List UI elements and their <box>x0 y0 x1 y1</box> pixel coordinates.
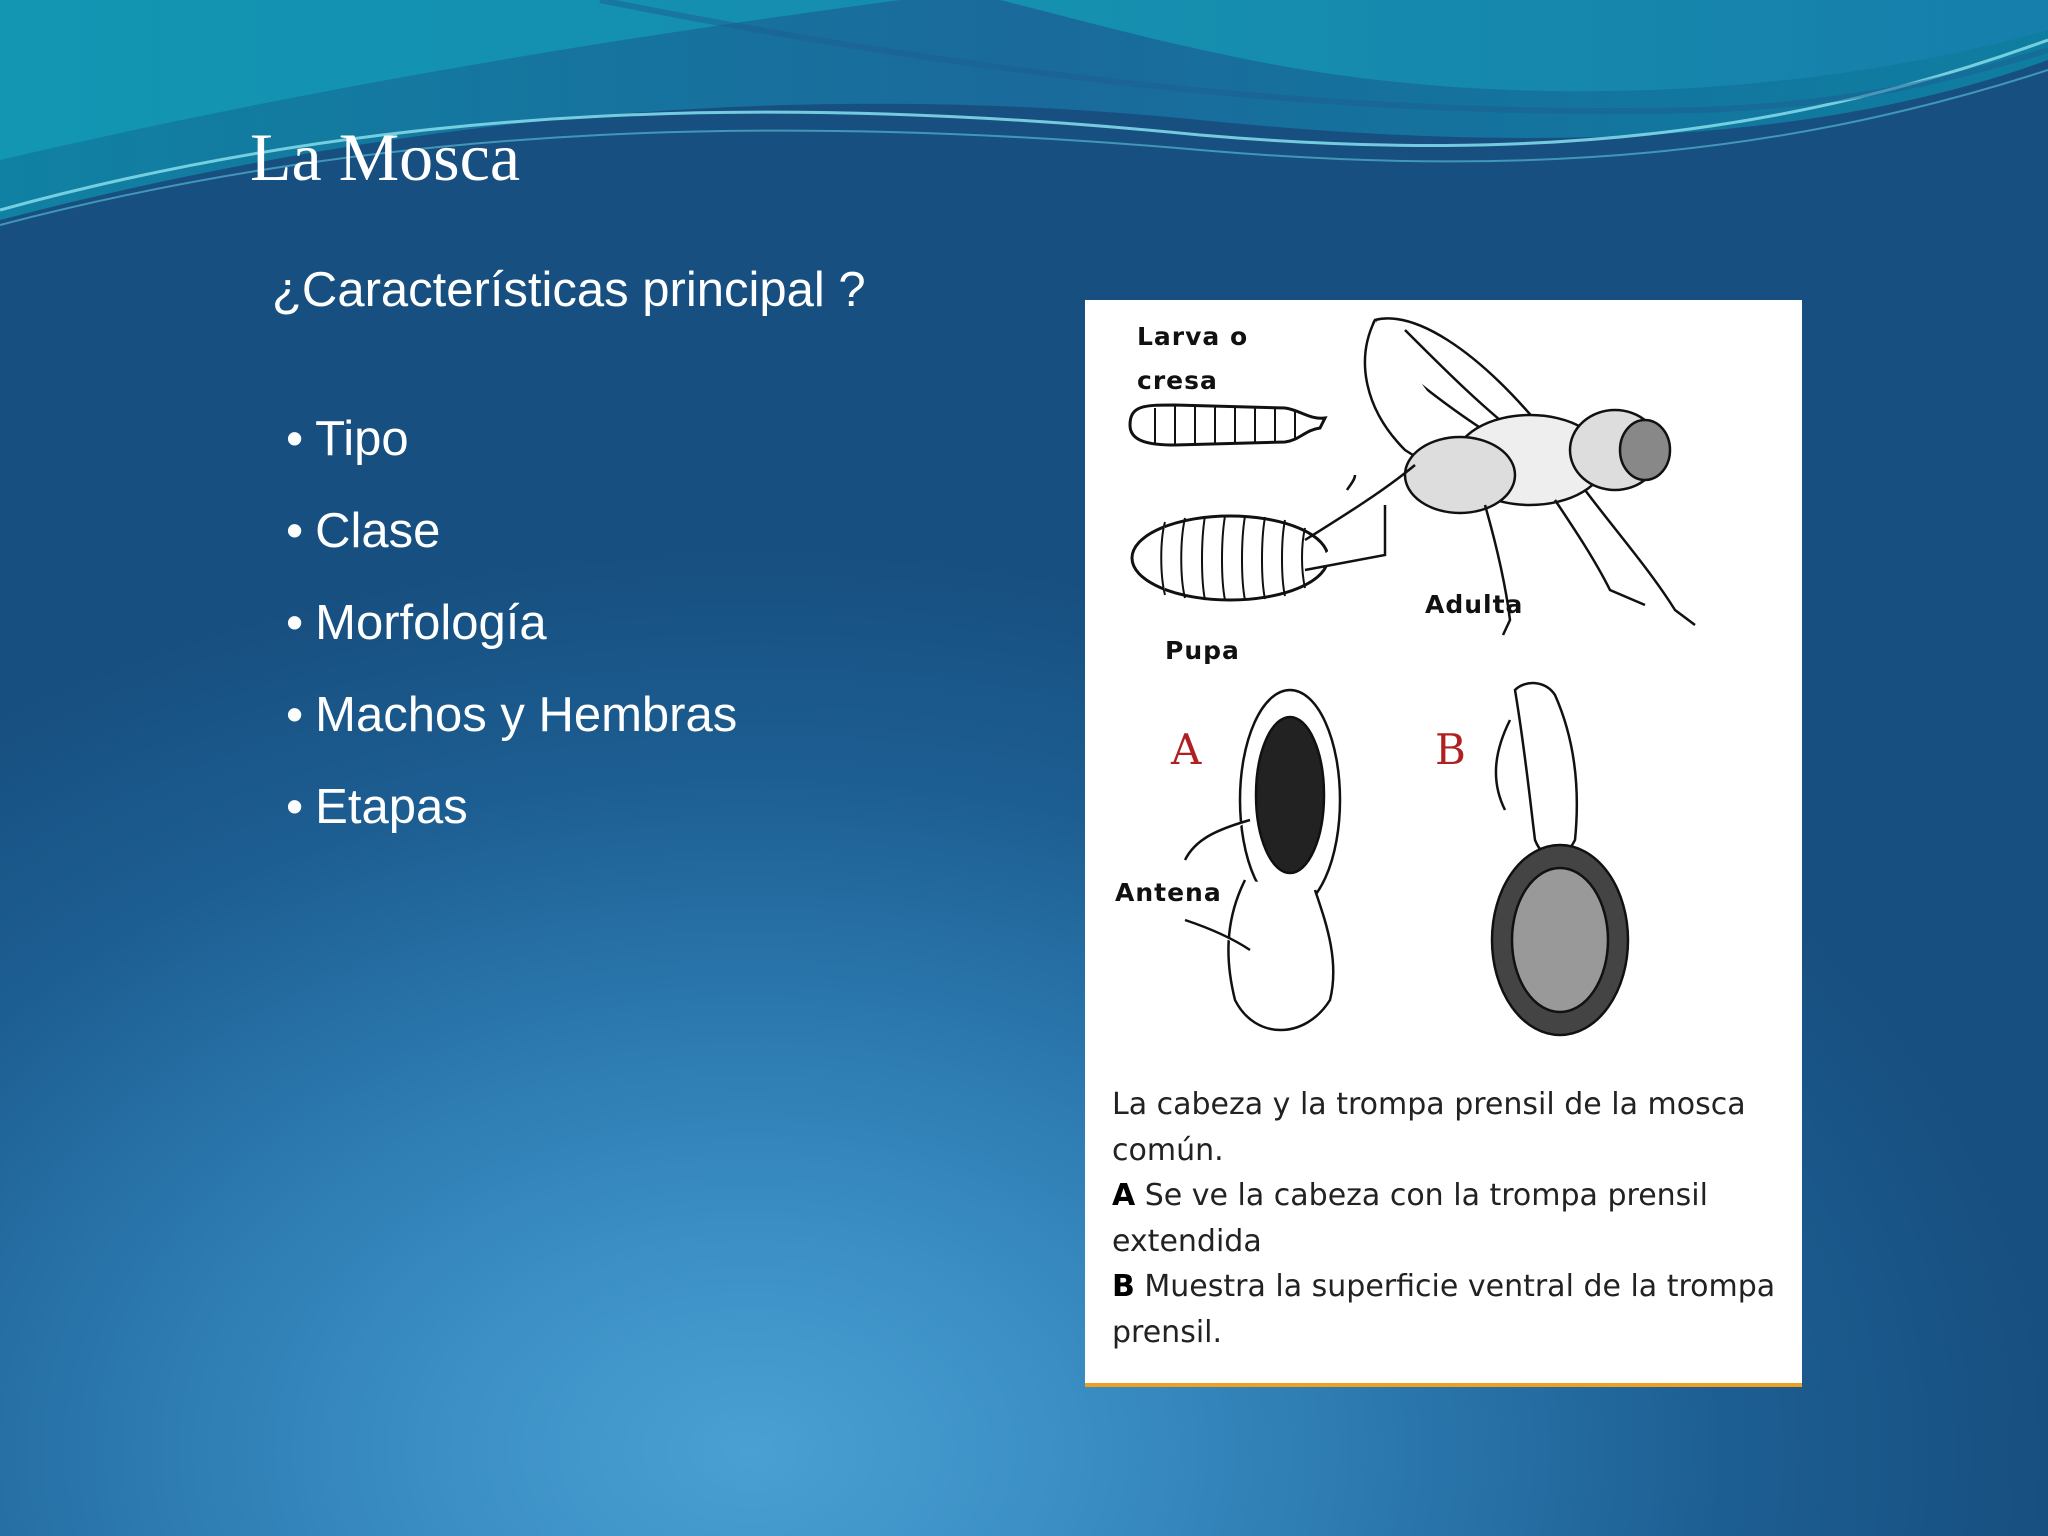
proboscis-b-drawing <box>1492 683 1628 1035</box>
slide-subtitle: ¿Características principal ? <box>272 263 866 317</box>
bullet-list <box>286 400 737 860</box>
label-b: B <box>1435 725 1466 774</box>
bullet-item <box>286 768 737 860</box>
label-pupa: Pupa <box>1165 636 1240 665</box>
label-a: A <box>1171 725 1202 774</box>
bullet-dot: • <box>286 504 304 558</box>
larva-drawing <box>1130 405 1325 445</box>
label-larva-line2: cresa <box>1137 366 1218 395</box>
caption-a-text: Se ve la cabeza con la trompa prensil extendida <box>1112 1178 1708 1259</box>
label-adulta: Adulta <box>1425 590 1524 619</box>
figure-caption <box>1112 1082 1792 1355</box>
bullet-item <box>286 492 737 584</box>
caption-b-key: B <box>1112 1269 1135 1304</box>
caption-line-a <box>1112 1173 1792 1264</box>
adult-fly-drawing <box>1305 318 1695 635</box>
bullet-item <box>286 584 737 676</box>
bullet-item <box>286 676 737 768</box>
bullet-text: Etapas <box>315 780 468 834</box>
bullet-text: Morfología <box>315 596 547 650</box>
pupa-drawing <box>1132 516 1328 600</box>
bullet-text: Tipo <box>315 412 409 466</box>
caption-b-text: Muestra la superficie ventral de la trompa prensil. <box>1112 1269 1776 1350</box>
label-antena: Antena <box>1115 878 1222 907</box>
bullet-dot: • <box>286 780 304 834</box>
caption-line-b <box>1112 1264 1792 1355</box>
bullet-text: Clase <box>315 504 441 558</box>
bullet-item <box>286 400 737 492</box>
fly-illustration <box>1085 300 1802 1080</box>
fly-illustration-figure <box>1085 300 1802 1387</box>
caption-a-key: A <box>1112 1178 1136 1213</box>
bullet-dot: • <box>286 412 304 466</box>
slide-title: La Mosca <box>250 119 521 195</box>
head-a-drawing <box>1185 690 1340 1030</box>
caption-line1: La cabeza y la trompa prensil de la mosca común. <box>1112 1087 1746 1168</box>
label-larva-line1: Larva o <box>1137 322 1249 351</box>
bullet-text: Machos y Hembras <box>315 688 738 742</box>
bullet-dot: • <box>286 688 304 742</box>
bullet-dot: • <box>286 596 304 650</box>
